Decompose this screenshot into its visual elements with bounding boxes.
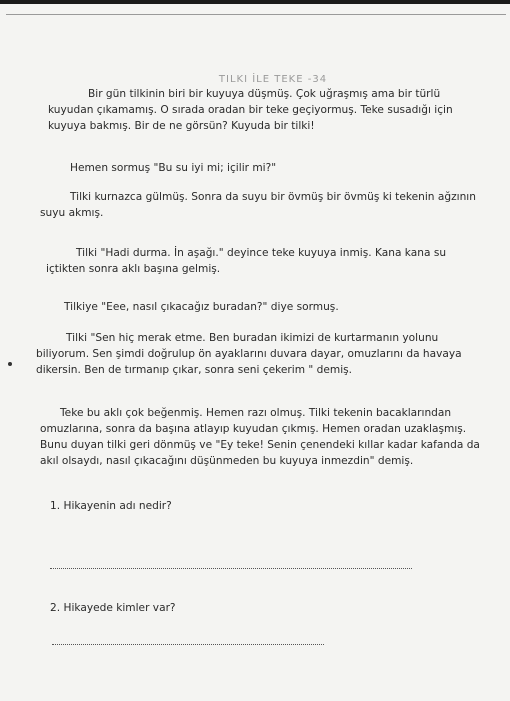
paragraph-7: Teke bu aklı çok beğenmiş. Hemen razı olmuş. Tilki tekenin bacaklarından omuzlarına, sonra da başına atlayıp kuyudan çıkmış. Hemen oradan uzaklaşmış. Bunu duyan tilki geri dönmüş ve "Ey teke! Senin çenendeki kıllar kadar kafanda da akıl olsaydı, nasıl çıkacağını düşünmeden bu kuyuya inmezdin" demiş. <box>40 407 480 467</box>
paragraph-2: Hemen sormuş "Bu su iyi mi; içilir mi?" <box>70 162 277 174</box>
story-title: TILKI İLE TEKE -34 <box>218 74 328 85</box>
page-top-edge <box>0 0 510 4</box>
top-rule <box>6 14 506 15</box>
question-2: 2. Hikayede kimler var? <box>50 602 176 614</box>
paragraph-4: Tilki "Hadi durma. İn aşağı." deyince teke kuyuya inmiş. Kana kana su içtikten sonra aklı başına gelmiş. <box>46 247 447 275</box>
question-1: 1. Hikayenin adı nedir? <box>50 500 172 512</box>
paragraph-5: Tilkiye "Eee, nasıl çıkacağız buradan?" diye sormuş. <box>64 301 339 313</box>
paragraph-6: Tilki "Sen hiç merak etme. Ben buradan ikimizi de kurtarmanın yolunu biliyorum. Sen şimdi doğrulup ön ayaklarını duvara dayar, omuzlarını da havaya dikersin. Ben de tırmanıp çıkar, sonra seni çekerim " demiş. <box>36 332 462 376</box>
answer-line-2[interactable] <box>52 644 324 645</box>
paragraph-3: Tilki kurnazca gülmüş. Sonra da suyu bir övmüş bir övmüş ki tekenin ağzının suyu akmış. <box>40 191 476 219</box>
paragraph-1: Bir gün tilkinin biri bir kuyuya düşmüş. Çok uğraşmış ama bir türlü kuyudan çıkamamış. O sırada oradan bir teke geçiyormuş. Teke susadığı için kuyuya bakmış. Bir de ne görsün? Kuyuda bir tilki! <box>48 88 453 132</box>
margin-speck <box>8 362 12 366</box>
answer-line-1[interactable] <box>50 568 412 569</box>
